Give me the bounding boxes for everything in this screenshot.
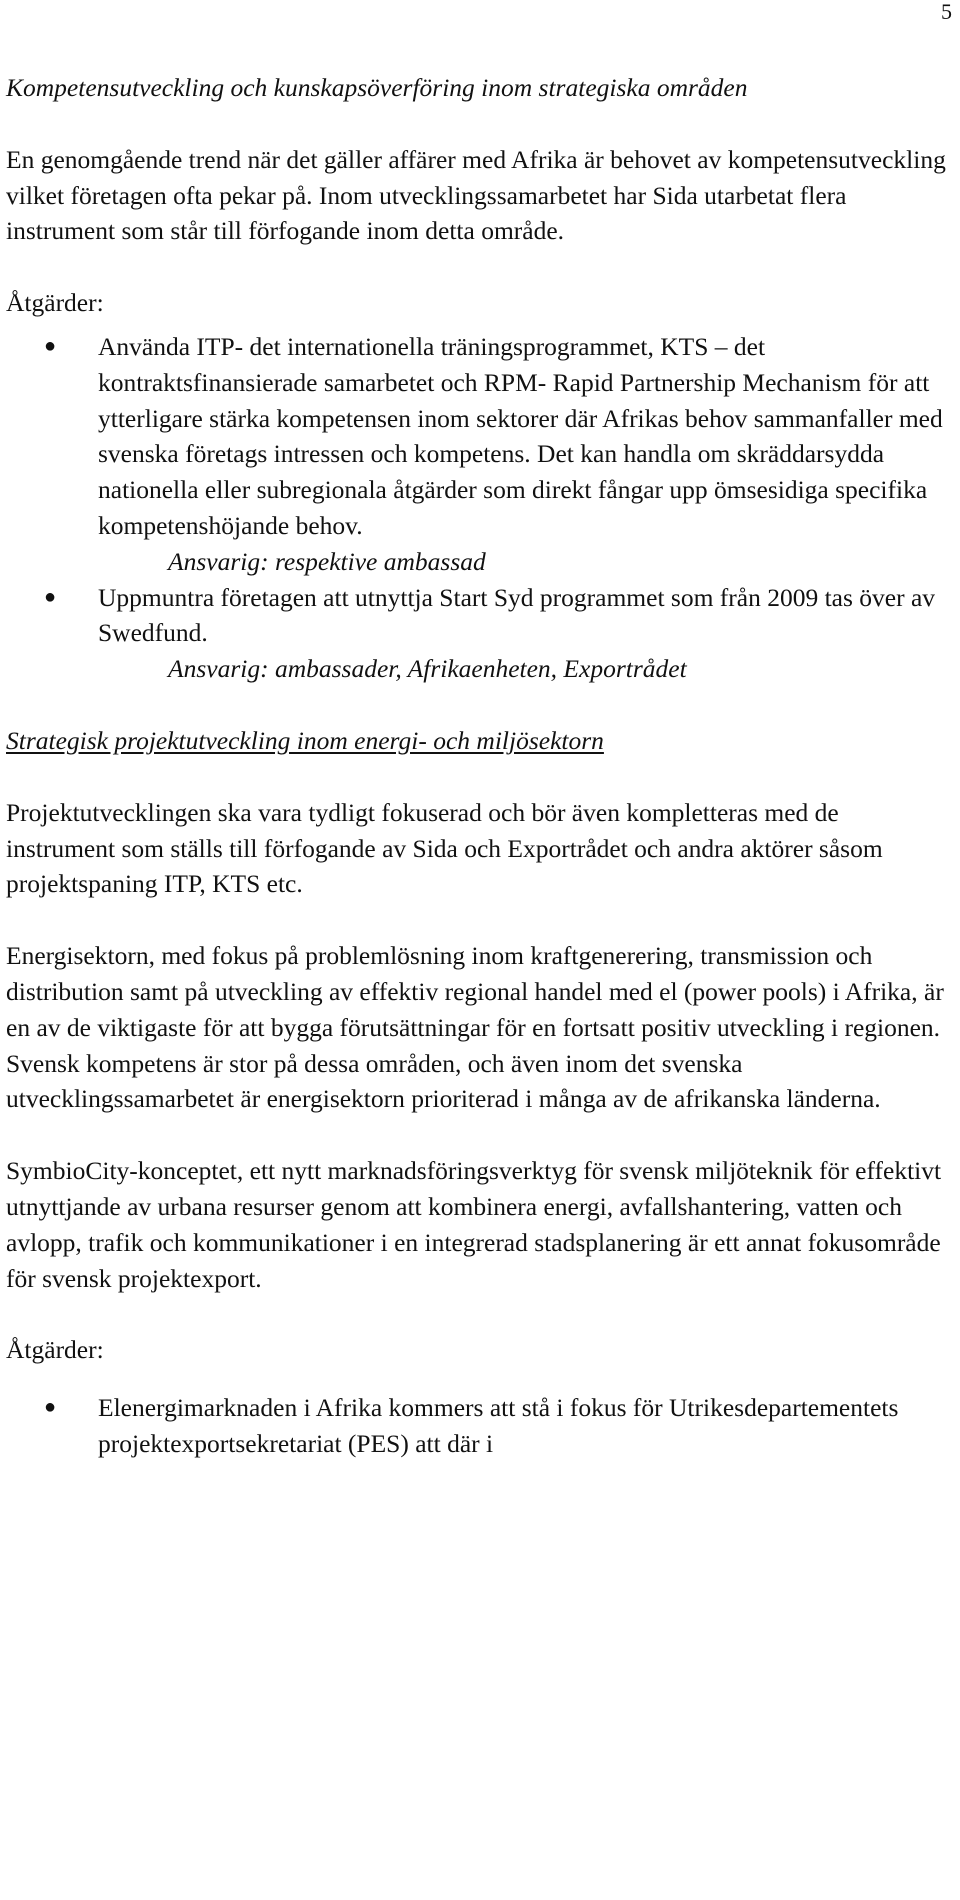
- list-item: [6, 1390, 952, 1462]
- bullet-icon: ●: [44, 334, 57, 357]
- paragraph-symbiocity: SymbioCity-konceptet, ett nytt marknadsföringsverktyg för svensk miljöteknik för effektivt utnyttjande av urbana resurser genom att kombinera energi, avfallshantering, vatten och avlopp, trafik och kommunikationer i en integrerad stadsplanering är ett annat fokusområde för svensk projektexport.: [6, 1156, 942, 1293]
- action-text: Uppmuntra företagen att utnyttja Start Syd programmet som från 2009 tas över av Swedfund.: [98, 582, 936, 648]
- section-heading-competence: Kompetensutveckling och kunskapsöverföring inom strategiska områden: [6, 73, 748, 102]
- responsible-note: Ansvarig: ambassader, Afrikaenheten, Exportrådet: [168, 654, 687, 684]
- paragraph-energy-sector: Energisektorn, med fokus på problemlösning inom kraftgenerering, transmission och distribution samt på utveckling av effektiv regional handel med el (power pools) i Afrika, är en av de viktigaste för att bygga förutsättningar för en fortsatt positiv utveckling i regionen. Svensk kompetens är stor på dessa områden, och även inom det svenska utvecklingssamarbetet är energisektorn prioriterad i många av de afrikanska länderna.: [6, 941, 944, 1114]
- section-heading-project-development: Strategisk projektutveckling inom energi- och miljösektorn: [6, 725, 604, 755]
- page-number: 5: [941, 0, 952, 24]
- responsible-note: Ansvarig: respektive ambassad: [168, 546, 486, 576]
- actions-list: [6, 329, 952, 687]
- bullet-icon: ●: [44, 1396, 57, 1419]
- spacer: [6, 1376, 952, 1390]
- bullet-icon: ●: [44, 585, 57, 608]
- action-text: Använda ITP- det internationella träningsprogrammet, KTS – det kontraktsfinansierade samarbetet och RPM- Rapid Partnership Mechanism för att ytterligare stärka kompetensen inom sektorer där Afrikas behov sammanfaller med svenska företags intressen och kompetens. Det kan handla om skräddarsydda nationella eller subregionala åtgärder som direkt fångar upp ömsesidiga specifika kompetenshöjande behov.: [98, 331, 943, 540]
- paragraph-competence-trend: En genomgående trend när det gäller affärer med Afrika är behovet av kompetensutveckling vilket företagen ofta pekar på. Inom utvecklingssamarbetet har Sida utarbetat flera instrument som står till förfogande inom detta område.: [6, 144, 946, 246]
- list-item: [6, 580, 952, 687]
- actions-list: [6, 1390, 952, 1462]
- action-text: Elenergimarknaden i Afrika kommers att stå i fokus för Utrikesdepartementets projektexportsekretariat (PES) att där i: [98, 1393, 899, 1458]
- actions-heading: Åtgärder:: [6, 1335, 104, 1365]
- document-body: [6, 70, 952, 1498]
- paragraph-project-focus: Projektutvecklingen ska vara tydligt fokuserad och bör även kompletteras med de instrument som ställs till förfogande av Sida och Exportrådet och andra aktörer såsom projektspaning ITP, KTS etc.: [6, 797, 883, 899]
- actions-heading: Åtgärder:: [6, 288, 104, 318]
- list-item: [6, 329, 952, 580]
